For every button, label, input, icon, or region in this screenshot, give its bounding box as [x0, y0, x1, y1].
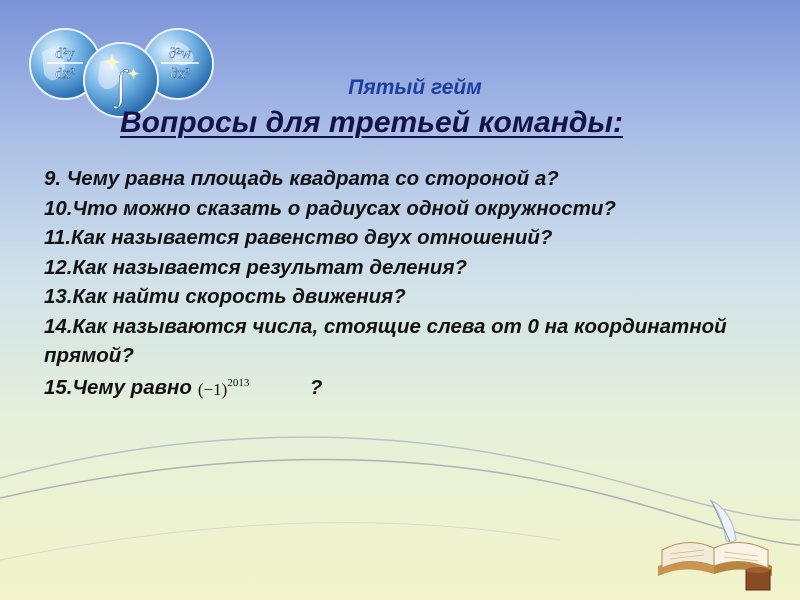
question-item: 12.Как называется результат деления?: [44, 255, 468, 279]
question-item: 14.Как называются числа, стоящие слева от 0 на координатной прямой?: [44, 314, 727, 367]
question-item: 10.Что можно сказать о радиусах одной окружности?: [44, 196, 616, 220]
left-globe-denominator: dx²: [55, 66, 75, 82]
book-quill-icon: [652, 496, 784, 596]
question-item: 11.Как называется равенство двух отношений?: [44, 226, 553, 249]
left-globe-numerator: d²y: [55, 46, 75, 62]
formula-exponent: 2013: [227, 376, 250, 389]
right-globe-numerator: ∂²w: [168, 46, 192, 62]
right-globe-denominator: ∂x²: [170, 66, 190, 82]
question-item: 13.Как найти скорость движения?: [44, 285, 406, 308]
question-suffix: ?: [309, 375, 323, 399]
center-globe-integral: ∫: [115, 62, 127, 107]
slide-subtitle: Пятый гейм: [348, 76, 482, 99]
question-item: 9. Чему равна площадь квадрата со стороной а?: [44, 167, 559, 190]
slide-title: Вопросы для третьей команды:: [120, 106, 624, 139]
question-prefix: 15.Чему равно: [44, 375, 192, 399]
power-formula: [198, 369, 310, 405]
formula-base: (−1): [197, 379, 228, 399]
question-list: [44, 164, 774, 406]
question-item-last: [44, 371, 774, 407]
